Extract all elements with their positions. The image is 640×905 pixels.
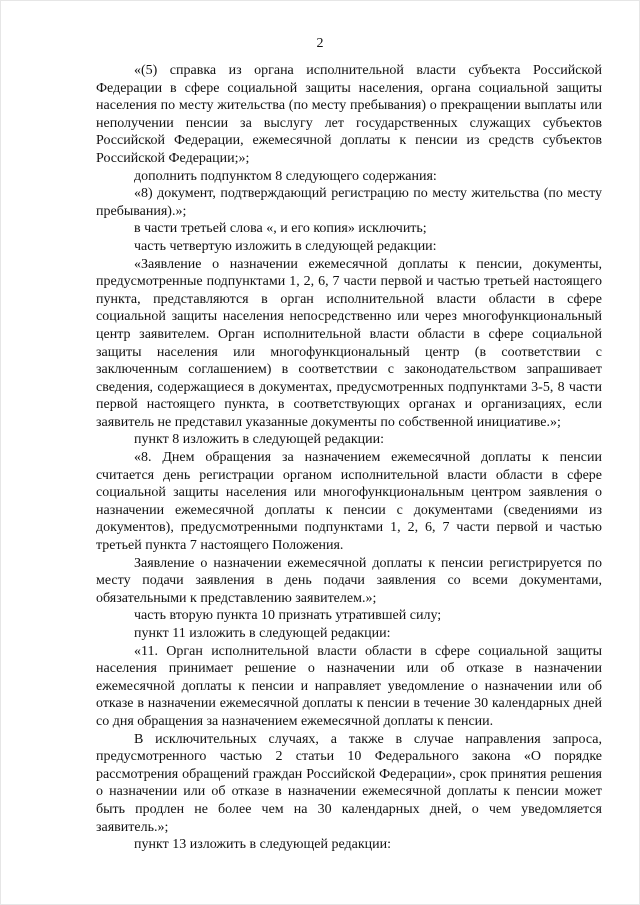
- paragraph: «11. Орган исполнительной власти области в сфере социальной защиты населения принимает решение о назначении или об отказе в назначении ежемесячной доплаты к пенсии и направляет уведомление о назначении или об отказе в назначении ежемесячной доплаты к пенсии в течение 30 календарных дней со дня обращения за назначением ежемесячной доплаты к пенсии.: [96, 643, 602, 729]
- paragraph: часть четвертую изложить в следующей редакции:: [134, 238, 437, 254]
- paragraph: Заявление о назначении ежемесячной доплаты к пенсии регистрируется по месту подачи заявления в день подачи заявления со всеми документами, обязательными к представлению заявителем.»;: [96, 555, 602, 606]
- paragraph: «8. Днем обращения за назначением ежемесячной доплаты к пенсии считается день регистрации органом исполнительной власти области в сфере социальной защиты населения или многофункциональным центром заявления о назначении ежемесячной доплаты к пенсии с документами (сведениями из документов), предусмотренными подпунктами 1, 2, 6, 7 части первой и частью третьей пункта 7 настоящего Положения.: [96, 450, 602, 554]
- paragraph: пункт 13 изложить в следующей редакции:: [134, 837, 391, 853]
- paragraph: «Заявление о назначении ежемесячной доплаты к пенсии, документы, предусмотренные подпунктами 1, 2, 6, 7 части первой и частью третьей настоящего пункта, представляются в орган исполнительной власти области в сфере социальной защиты населения непосредственно или через многофункциональный центр заявителем. Орган исполнительной власти области в сфере социальной защиты населения или многофункциональный центр (в соответствии с заключенным соглашением) в соответствии с законодательством запрашивает сведения, содержащиеся в документах, предусмотренных подпунктами 3-5, 8 части первой настоящего пункта, в соответствующих органах и организациях, если заявитель не представил указанные документы по собственной инициативе.»;: [96, 256, 602, 430]
- paragraph: В исключительных случаях, а также в случае направления запроса, предусмотренного частью 2 статьи 10 Федерального закона «О порядке рассмотрения обращений граждан Российской Федерации», срок принятия решения о назначении или об отказе в назначении ежемесячной доплаты к пенсии может быть продлен не более чем на 30 календарных дней, о чем уведомляется заявитель.»;: [96, 731, 602, 835]
- paragraph: «(5) справка из органа исполнительной власти субъекта Российской Федерации в сфере социальной защиты населения, органа социальной защиты населения по месту жительства (по месту пребывания) о прекращении выплаты или неполучении пенсии за выслугу лет государственных служащих субъектов Российской Федерации, ежемесячной доплаты к пенсии из средств субъектов Российской Федерации;»;: [96, 63, 602, 166]
- page-number: 2: [316, 36, 324, 51]
- paragraph: в части третьей слова «, и его копия» исключить;: [134, 221, 427, 237]
- paragraph: дополнить подпунктом 8 следующего содержания:: [134, 168, 437, 184]
- paragraph: пункт 8 изложить в следующей редакции:: [134, 432, 384, 448]
- paragraph: часть вторую пункта 10 признать утратившей силу;: [134, 608, 442, 624]
- paragraph: «8) документ, подтверждающий регистрацию по месту жительства (по месту пребывания).»;: [96, 186, 602, 219]
- document-body: [96, 62, 602, 854]
- paragraph: пункт 11 изложить в следующей редакции:: [134, 626, 391, 641]
